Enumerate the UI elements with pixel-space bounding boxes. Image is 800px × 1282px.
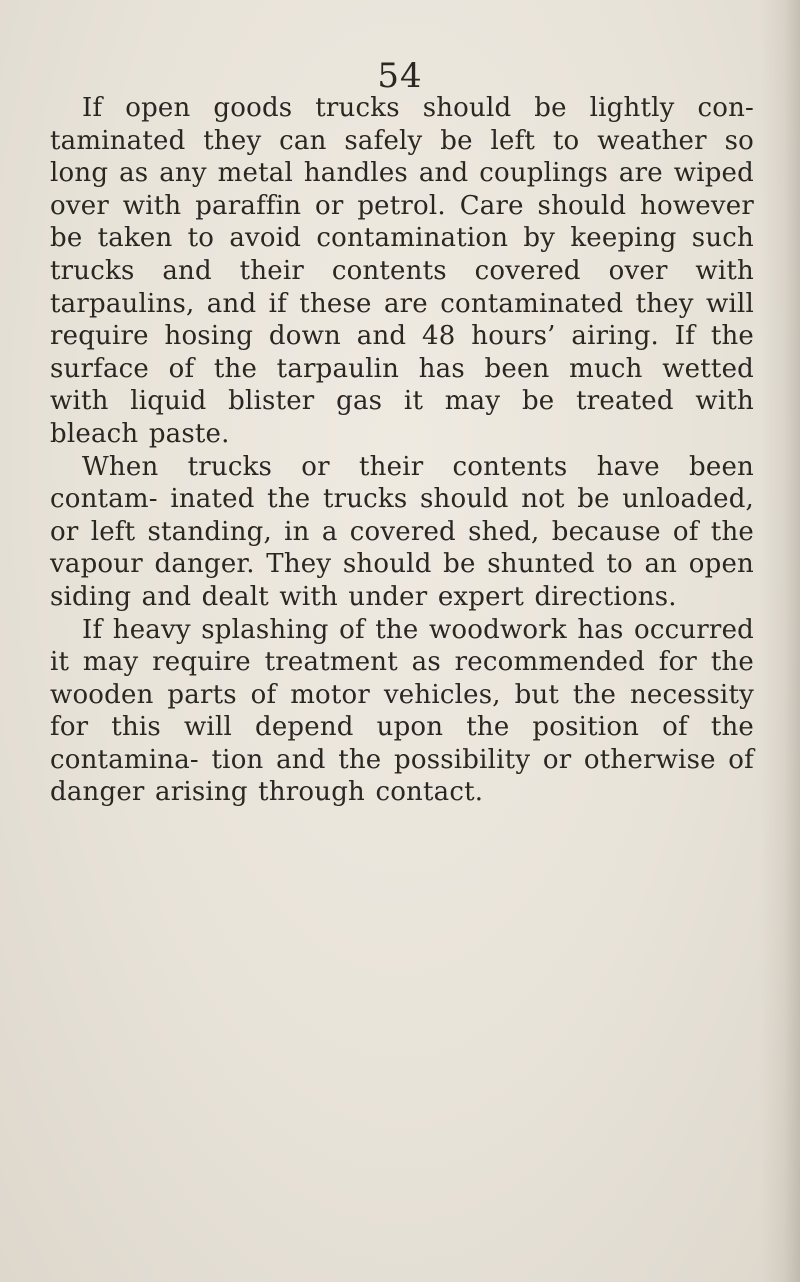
- page-edge-shadow: [760, 0, 800, 1282]
- paragraph-woodwork-splashing: If heavy splashing of the woodwork has occurred it may require treatment as recommended for the wooden parts of motor vehicles, but the necessity for this will depend upon the position of the contamina- tion and the possibility or otherwise of danger arising through contact.: [50, 614, 754, 808]
- paragraph-open-trucks: If open goods trucks should be lightly con- taminated they can safely be left to weather so long as any metal handles and couplings are wiped over with paraffin or petrol. Care should however be taken to avoid contamination by keeping such trucks and their contents covered over with tarpaulins, and if these are contaminated they will require hosing down and 48 hours’ airing. If the surface of the tarpaulin has been much wetted with liquid blister gas it may be treated with bleach paste.: [50, 93, 754, 449]
- page-number: 54: [377, 56, 423, 96]
- body-text: [50, 92, 754, 809]
- paragraph-contaminated-trucks: When trucks or their contents have been contam- inated the trucks should not be unloaded, or left standing, in a covered shed, because of the vapour danger. They should be shunted to an open siding and dealt with under expert directions.: [50, 451, 754, 612]
